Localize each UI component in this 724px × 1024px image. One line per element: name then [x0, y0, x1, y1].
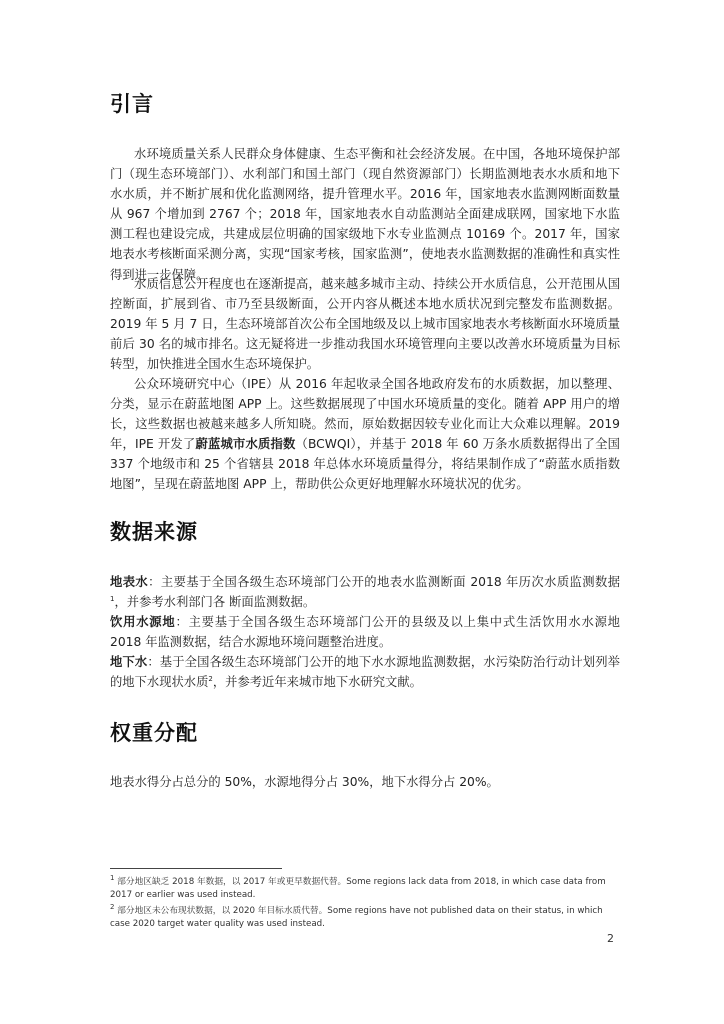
footnote-1-text: 部分地区缺乏 2018 年数据，以 2017 年或更早数据代替。Some regions lack data from 2018, in which case data from 2017 or earlier was used instead. [110, 877, 606, 900]
page-number: 2 [607, 932, 614, 945]
footnote-1 [110, 876, 610, 901]
drinking-water-text: ：主要基于全国各级生态环境部门公开的县级及以上集中式生活饮用水水源地 2018 年监测数据，结合水源地环境问题整治进度。 [110, 615, 620, 650]
footnote-ref-1: 1 [110, 595, 115, 603]
source-surface-water [110, 572, 620, 612]
intro-paragraph-3-part-1: 公众环境研究中心（IPE）从 2016 年起收录全国各地政府发布的水质数据，加以整理、分类，显示在蔚蓝地图 APP 上。这些数据展现了中国水环境质量的变化。随着 APP 用户的增长，这些数据也被越来越多人所知晓。然而，原始数据因较专业化而让大众难以理解。2019 年，IPE 开发了 [110, 377, 620, 452]
groundwater-label: 地下水 [110, 655, 148, 669]
weights-text: 地表水得分占总分的 50%，水源地得分占 30%，地下水得分占 20%。 [110, 775, 499, 789]
footnote-1-number: 1 [110, 874, 115, 883]
groundwater-text: ：基于全国各级生态环境部门公开的地下水水源地监测数据，水污染防治行动计划列举的地下水现状水质 [110, 655, 620, 690]
intro-paragraph-3 [110, 374, 620, 495]
footnote-2-number: 2 [110, 903, 115, 912]
intro-paragraph-2: 水质信息公开程度也在逐渐提高，越来越多城市主动、持续公开水质信息，公开范围从国控断面，扩展到省、市乃至县级断面，公开内容从概述本地水质状况到完整发布监测数据。2019 年 5 月 7 日，生态环境部首次公布全国地级及以上城市国家地表水考核断面水环境质量前后 30 名的城市排名。这无疑将进一步推动我国水环境管理向主要以改善水环境质量为目标转型，加快推进全国水生态环境保护。 [110, 277, 620, 372]
intro-paragraph-3-part-2: （BCWQI），并基于 2018 年 60 万条水质数据得出了全国 337 个地级市和 25 个省辖县 2018 年总体水环境质量得分，将结果制作成了“蔚蓝水质指数地图”，呈现在蔚蓝地图 APP 上，帮助供公众更好地理解水环境状况的优劣。 [110, 437, 620, 492]
intro-paragraph-1: 水环境质量关系人民群众身体健康、生态平衡和社会经济发展。在中国，各地环境保护部门（现生态环境部门）、水利部门和国土部门（现自然资源部门）长期监测地表水水质和地下水水质，并不断扩展和优化监测网络，提升管理水平。2016 年，国家地表水监测网断面数量从 967 个增加到 2767 个；2018 年，国家地表水自动监测站全面建成联网，国家地下水监测工程也建设完成，共建成层位明确的国家级地下水专业监测点 10169 个。2017 年，国家地表水考核断面采测分离，实现“国家考核，国家监测”，使地表水监测数据的准确性和真实性得到进一步保障。 [110, 147, 620, 282]
heading-data-sources: 数据来源 [110, 520, 198, 544]
surface-water-text-2: ，并参考水利部门各 断面监测数据。 [114, 595, 316, 610]
drinking-water-label: 饮用水源地 [110, 615, 176, 629]
surface-water-label: 地表水 [110, 575, 149, 589]
footnote-2-text: 部分地区未公布现状数据，以 2020 年目标水质代替。Some regions have not published data on their status, in which case 2020 target water quality was used instead. [110, 906, 603, 929]
groundwater-text-2: ，并参考近年来城市地下水研究文献。 [212, 675, 422, 690]
source-groundwater [110, 652, 620, 692]
heading-intro: 引言 [110, 92, 154, 116]
footnote-ref-2: 2 [208, 675, 213, 683]
heading-weights: 权重分配 [110, 721, 198, 745]
footnote-divider [110, 868, 282, 869]
surface-water-text: ：主要基于全国各级生态环境部门公开的地表水监测断面 2018 年历次水质监测数据 [148, 575, 620, 589]
footnote-2 [110, 905, 610, 930]
source-drinking-water [110, 612, 620, 652]
bcwqi-term: 蔚蓝城市水质指数 [195, 437, 296, 452]
